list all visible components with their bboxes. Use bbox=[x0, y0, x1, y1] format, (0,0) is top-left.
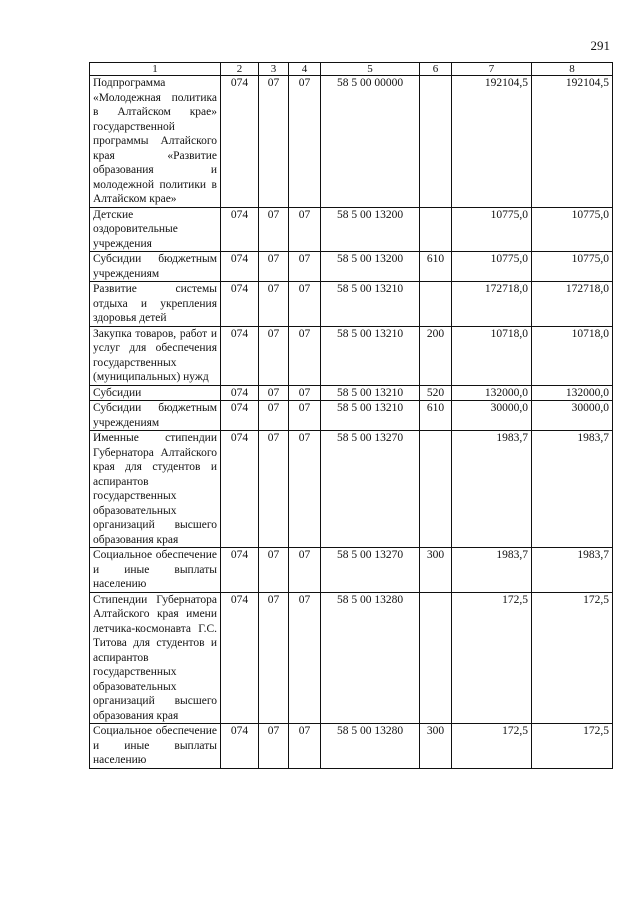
section-code: 07 bbox=[259, 207, 289, 252]
target-article-code: 58 5 00 00000 bbox=[321, 76, 420, 208]
header-col-3: 3 bbox=[259, 63, 289, 76]
subsection-code: 07 bbox=[289, 431, 321, 548]
expense-type-code: 200 bbox=[420, 326, 452, 385]
ministry-code: 074 bbox=[221, 548, 259, 593]
amount-col-8: 132000,0 bbox=[532, 385, 613, 401]
ministry-code: 074 bbox=[221, 326, 259, 385]
ministry-code: 074 bbox=[221, 431, 259, 548]
table-row bbox=[90, 401, 613, 431]
expense-type-code: 300 bbox=[420, 548, 452, 593]
amount-col-7: 10718,0 bbox=[452, 326, 532, 385]
amount-col-7: 10775,0 bbox=[452, 207, 532, 252]
header-row bbox=[90, 63, 613, 76]
subsection-code: 07 bbox=[289, 326, 321, 385]
table-row bbox=[90, 207, 613, 252]
header-col-1: 1 bbox=[90, 63, 221, 76]
header-col-4: 4 bbox=[289, 63, 321, 76]
expense-type-code: 300 bbox=[420, 724, 452, 769]
subsection-code: 07 bbox=[289, 282, 321, 327]
amount-col-7: 1983,7 bbox=[452, 548, 532, 593]
target-article-code: 58 5 00 13200 bbox=[321, 252, 420, 282]
ministry-code: 074 bbox=[221, 385, 259, 401]
ministry-code: 074 bbox=[221, 282, 259, 327]
subsection-code: 07 bbox=[289, 207, 321, 252]
table-row bbox=[90, 724, 613, 769]
expense-type-code bbox=[420, 592, 452, 724]
table-row bbox=[90, 592, 613, 724]
amount-col-7: 1983,7 bbox=[452, 431, 532, 548]
target-article-code: 58 5 00 13210 bbox=[321, 401, 420, 431]
section-code: 07 bbox=[259, 431, 289, 548]
target-article-code: 58 5 00 13210 bbox=[321, 385, 420, 401]
row-name: Субсидии бюджетным учреждениям bbox=[90, 401, 221, 431]
section-code: 07 bbox=[259, 76, 289, 208]
section-code: 07 bbox=[259, 548, 289, 593]
amount-col-7: 132000,0 bbox=[452, 385, 532, 401]
expense-type-code bbox=[420, 431, 452, 548]
section-code: 07 bbox=[259, 401, 289, 431]
table-row bbox=[90, 326, 613, 385]
budget-table bbox=[89, 62, 613, 769]
section-code: 07 bbox=[259, 326, 289, 385]
row-name: Стипендии Губернатора Алтайского края имени летчика-космонавта Г.С. Титова для студентов и аспирантов государственных образовательных организаций высшего образования края bbox=[90, 592, 221, 724]
subsection-code: 07 bbox=[289, 385, 321, 401]
table-header bbox=[90, 63, 613, 76]
amount-col-7: 30000,0 bbox=[452, 401, 532, 431]
subsection-code: 07 bbox=[289, 76, 321, 208]
target-article-code: 58 5 00 13210 bbox=[321, 282, 420, 327]
subsection-code: 07 bbox=[289, 252, 321, 282]
table-body bbox=[90, 76, 613, 769]
table-row bbox=[90, 548, 613, 593]
target-article-code: 58 5 00 13270 bbox=[321, 431, 420, 548]
row-name: Социальное обеспечение и иные выплаты населению bbox=[90, 548, 221, 593]
table-row bbox=[90, 282, 613, 327]
ministry-code: 074 bbox=[221, 207, 259, 252]
table-row bbox=[90, 252, 613, 282]
subsection-code: 07 bbox=[289, 548, 321, 593]
subsection-code: 07 bbox=[289, 592, 321, 724]
table-row bbox=[90, 385, 613, 401]
target-article-code: 58 5 00 13280 bbox=[321, 592, 420, 724]
row-name: Субсидии бюджетным учреждениям bbox=[90, 252, 221, 282]
amount-col-8: 10718,0 bbox=[532, 326, 613, 385]
amount-col-7: 192104,5 bbox=[452, 76, 532, 208]
target-article-code: 58 5 00 13270 bbox=[321, 548, 420, 593]
expense-type-code: 520 bbox=[420, 385, 452, 401]
row-name: Развитие системы отдыха и укрепления здоровья детей bbox=[90, 282, 221, 327]
amount-col-8: 172,5 bbox=[532, 592, 613, 724]
amount-col-8: 1983,7 bbox=[532, 548, 613, 593]
section-code: 07 bbox=[259, 592, 289, 724]
table-row bbox=[90, 431, 613, 548]
expense-type-code: 610 bbox=[420, 401, 452, 431]
amount-col-7: 10775,0 bbox=[452, 252, 532, 282]
amount-col-8: 172,5 bbox=[532, 724, 613, 769]
section-code: 07 bbox=[259, 282, 289, 327]
subsection-code: 07 bbox=[289, 724, 321, 769]
amount-col-7: 172718,0 bbox=[452, 282, 532, 327]
header-col-8: 8 bbox=[532, 63, 613, 76]
amount-col-7: 172,5 bbox=[452, 592, 532, 724]
ministry-code: 074 bbox=[221, 724, 259, 769]
row-name: Социальное обеспечение и иные выплаты населению bbox=[90, 724, 221, 769]
expense-type-code bbox=[420, 282, 452, 327]
expense-type-code: 610 bbox=[420, 252, 452, 282]
row-name: Детские оздоровительные учреждения bbox=[90, 207, 221, 252]
header-col-6: 6 bbox=[420, 63, 452, 76]
row-name: Именные стипендии Губернатора Алтайского края для студентов и аспирантов государственных образовательных организаций высшего образования края bbox=[90, 431, 221, 548]
section-code: 07 bbox=[259, 252, 289, 282]
header-col-5: 5 bbox=[321, 63, 420, 76]
expense-type-code bbox=[420, 76, 452, 208]
ministry-code: 074 bbox=[221, 592, 259, 724]
target-article-code: 58 5 00 13280 bbox=[321, 724, 420, 769]
section-code: 07 bbox=[259, 385, 289, 401]
amount-col-8: 192104,5 bbox=[532, 76, 613, 208]
amount-col-8: 10775,0 bbox=[532, 207, 613, 252]
ministry-code: 074 bbox=[221, 401, 259, 431]
page-number: 291 bbox=[590, 38, 610, 53]
expense-type-code bbox=[420, 207, 452, 252]
target-article-code: 58 5 00 13210 bbox=[321, 326, 420, 385]
header-col-2: 2 bbox=[221, 63, 259, 76]
row-name: Подпрограмма «Молодежная политика в Алтайском крае» государственной программы Алтайского края «Развитие образования и молодежной политики в Алтайском крае» bbox=[90, 76, 221, 208]
amount-col-8: 172718,0 bbox=[532, 282, 613, 327]
amount-col-8: 10775,0 bbox=[532, 252, 613, 282]
amount-col-8: 1983,7 bbox=[532, 431, 613, 548]
ministry-code: 074 bbox=[221, 76, 259, 208]
section-code: 07 bbox=[259, 724, 289, 769]
table-row bbox=[90, 76, 613, 208]
subsection-code: 07 bbox=[289, 401, 321, 431]
row-name: Субсидии bbox=[90, 385, 221, 401]
target-article-code: 58 5 00 13200 bbox=[321, 207, 420, 252]
ministry-code: 074 bbox=[221, 252, 259, 282]
row-name: Закупка товаров, работ и услуг для обеспечения государственных (муниципальных) нужд bbox=[90, 326, 221, 385]
amount-col-7: 172,5 bbox=[452, 724, 532, 769]
amount-col-8: 30000,0 bbox=[532, 401, 613, 431]
header-col-7: 7 bbox=[452, 63, 532, 76]
